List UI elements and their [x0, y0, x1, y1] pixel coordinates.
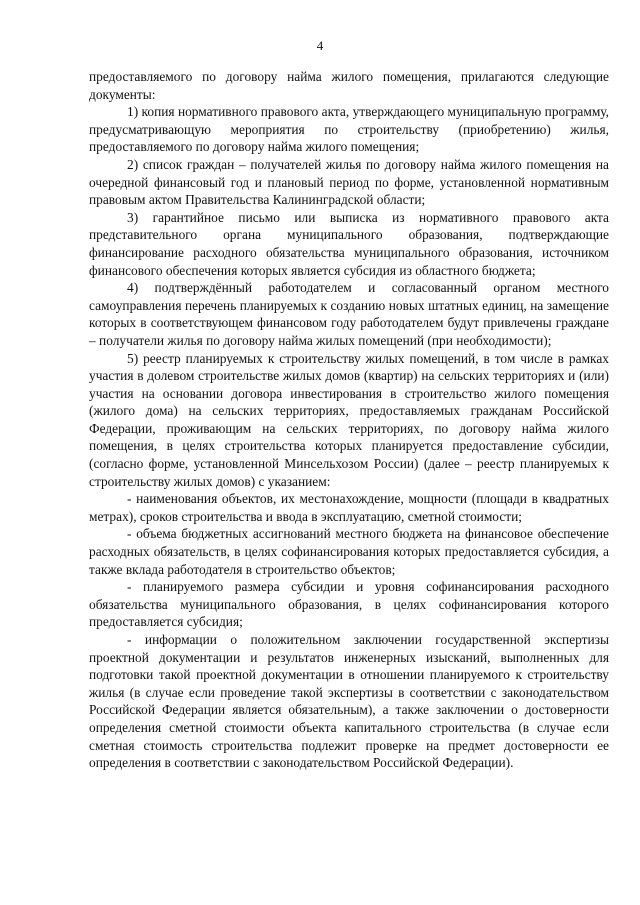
list-item-3: 3) гарантийное письмо или выписка из нормативного правового акта представительного органа муниципального образования, подтверждающие финансирование расходного обязательства муниципального образования, источником финансового обеспечения которых является субсидия из областного бюджета;: [89, 209, 609, 278]
list-item-1: 1) копия нормативного правового акта, утверждающего муниципальную программу, предусматривающую мероприятия по строительству (приобретению) жилья, предоставляемого по договору найма жилого помещения;: [89, 104, 609, 155]
page-number: 4: [316, 38, 324, 53]
dash-item-subsidy: - планируемого размера субсидии и уровня софинансирования расходного обязательства муниципального образования, в целях софинансирования которого предоставляется субсидия;: [89, 579, 609, 630]
list-item-5: 5) реестр планируемых к строительству жилых помещений, в том числе в рамках участия в долевом строительстве жилых домов (квартир) на сельских территориях и (или) участия на основании договора инвестирования в строительство жилого помещения (жилого дома) на сельских территориях, предоставляемых гражданам Российской Федерации, проживающим на сельских территориях, по договору найма жилого помещения, в целях строительства которых планируется предоставление субсидии, (согласно форме, установленной Минсельхозом России) (далее – реестр планируемых к строительству жилых домов) с указанием:: [89, 350, 609, 489]
dash-item-expertise: - информации о положительном заключении государственной экспертизы проектной документации и результатов инженерных изысканий, выполненных для подготовки такой проектной документации в отношении планируемого к строительству жилья (в случае если проведение такой экспертизы в соответствии с законодательством Российской Федерации является обязательным), а также заключении о достоверности определения сметной стоимости объекта капитального строительства (в случае если сметная стоимость строительства подлежит проверке на предмет достоверности ее определения в соответствии с законодательством Российской Федерации).: [89, 632, 609, 771]
document-body: [89, 68, 609, 772]
intro-paragraph: предоставляемого по договору найма жилого помещения, прилагаются следующие документы:: [89, 69, 609, 102]
dash-item-objects: - наименования объектов, их местонахождение, мощности (площади в квадратных метрах), сроков строительства и ввода в эксплуатацию, сметной стоимости;: [89, 491, 609, 524]
list-item-2: 2) список граждан – получателей жилья по договору найма жилого помещения на очередной финансовый год и плановый период по форме, установленной нормативным правовым актом Правительства Калининградской области;: [89, 156, 609, 208]
list-item-4: 4) подтверждённый работодателем и согласованный органом местного самоуправления перечень планируемых к созданию новых штатных единиц, на замещение которых в соответствующем финансовом году работодателем будут привлечены граждане – получатели жилья по договору найма жилых помещений (при необходимости);: [89, 280, 609, 348]
dash-item-budget: - объема бюджетных ассигнований местного бюджета на финансовое обеспечение расходных обязательств, в целях софинансирования которых предоставляется субсидия, а также вклада работодателя в строительство объектов;: [89, 526, 609, 577]
